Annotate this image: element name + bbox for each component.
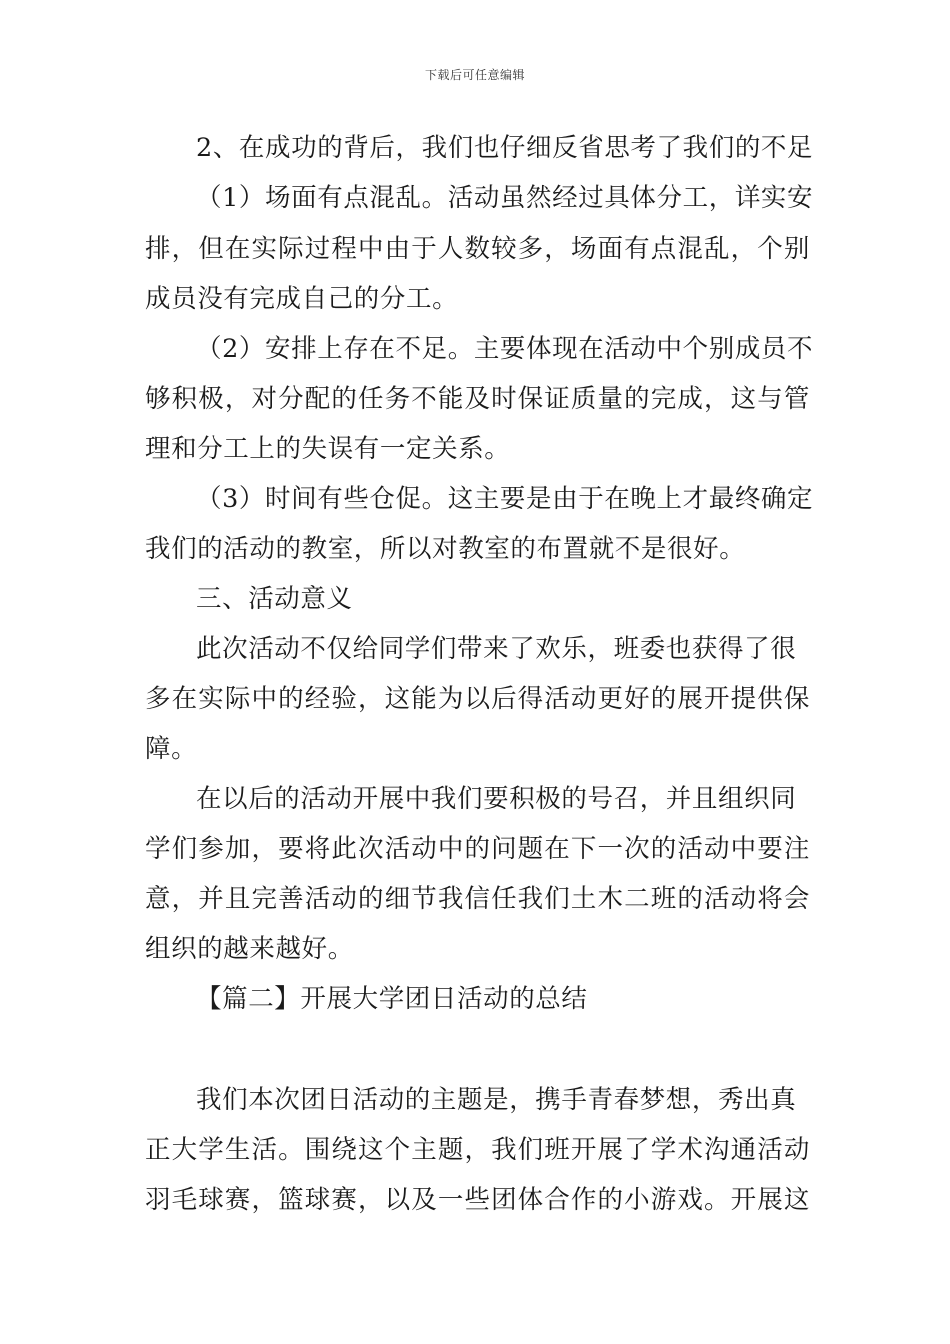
text-line: 理和分工上的失误有一定关系。 bbox=[145, 434, 511, 464]
text-line: 排，但在实际过程中由于人数较多，场面有点混乱，个别 bbox=[145, 234, 810, 264]
text-line: 学们参加，要将此次活动中的问题在下一次的活动中要注 bbox=[145, 834, 810, 864]
text-line: 够积极，对分配的任务不能及时保证质量的完成，这与管 bbox=[145, 384, 810, 414]
text-line: 此次活动不仅给同学们带来了欢乐，班委也获得了很 bbox=[196, 634, 797, 664]
text-line: 羽毛球赛，篮球赛，以及一些团体合作的小游戏。开展这 bbox=[145, 1185, 810, 1215]
text-line: （2）安排上存在不足。主要体现在活动中个别成员不 bbox=[196, 334, 814, 364]
text-line: 组织的越来越好。 bbox=[145, 934, 354, 964]
text-line: 多在实际中的经验，这能为以后得活动更好的展开提供保 bbox=[145, 684, 810, 714]
text-line: 正大学生活。围绕这个主题，我们班开展了学术沟通活动 bbox=[145, 1135, 810, 1165]
page-header: 下载后可任意编辑 bbox=[424, 68, 525, 82]
text-line: （1）场面有点混乱。活动虽然经过具体分工，详实安 bbox=[196, 183, 814, 213]
text-line: （3）时间有些仓促。这主要是由于在晚上才最终确定 bbox=[196, 484, 814, 514]
text-line: 我们本次团日活动的主题是，携手青春梦想，秀出真 bbox=[196, 1085, 797, 1115]
section-heading: 【篇二】开展大学团日活动的总结 bbox=[196, 984, 588, 1014]
text-line: 在以后的活动开展中我们要积极的号召，并且组织同 bbox=[196, 784, 797, 814]
text-line: 我们的活动的教室，所以对教室的布置就不是很好。 bbox=[145, 534, 746, 564]
text-line: 障。 bbox=[145, 734, 198, 764]
text-line: 2、在成功的背后，我们也仔细反省思考了我们的不足 bbox=[196, 133, 814, 163]
section-heading: 三、活动意义 bbox=[196, 584, 353, 614]
text-line: 意，并且完善活动的细节我信任我们土木二班的活动将会 bbox=[145, 884, 810, 914]
text-line: 成员没有完成自己的分工。 bbox=[145, 284, 459, 314]
